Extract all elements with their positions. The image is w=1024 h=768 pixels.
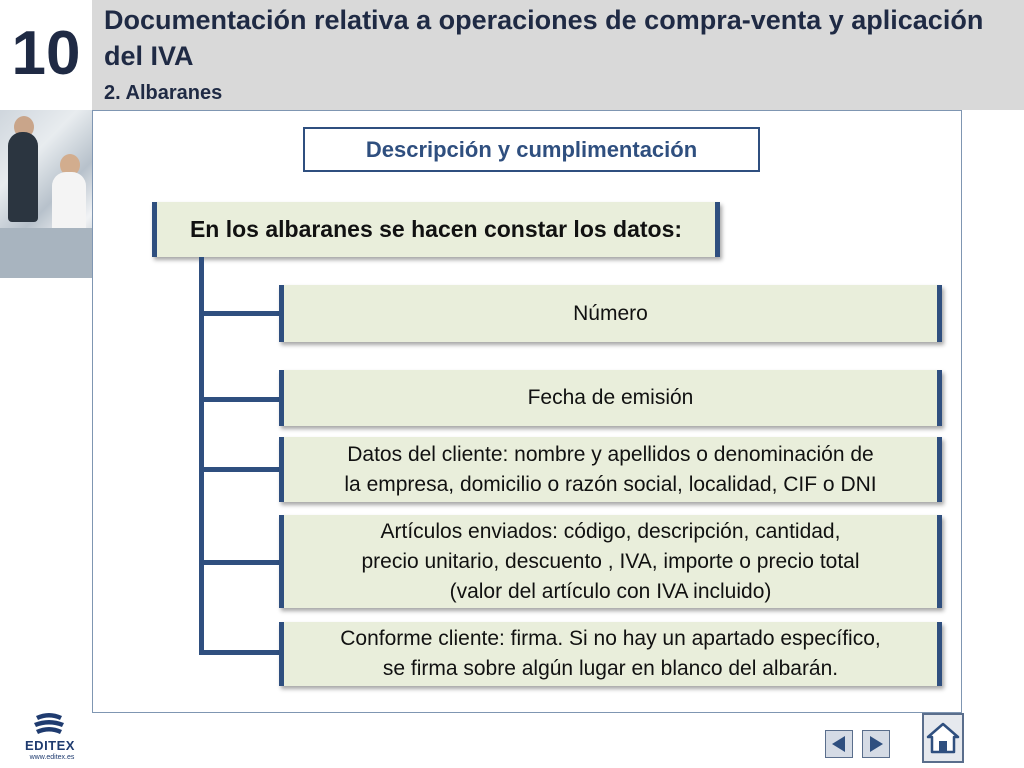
previous-slide-button[interactable] bbox=[825, 730, 853, 758]
list-item-conforme bbox=[279, 622, 942, 686]
editex-logo-icon bbox=[32, 712, 66, 738]
list-item-line: Conforme cliente: firma. Si no hay un apartado específico, bbox=[340, 627, 881, 650]
list-item-articulos bbox=[279, 515, 942, 608]
home-icon bbox=[926, 721, 960, 755]
tree-trunk-connector bbox=[199, 257, 204, 655]
tree-branch-connector bbox=[199, 650, 281, 655]
list-item-text: Número bbox=[573, 301, 648, 325]
triangle-right-icon bbox=[866, 734, 886, 754]
main-statement: En los albaranes se hacen constar los datos: bbox=[152, 202, 720, 257]
tree-branch-connector bbox=[199, 467, 281, 472]
list-item-line: la empresa, domicilio o razón social, localidad, CIF o DNI bbox=[344, 472, 877, 496]
list-item-numero bbox=[279, 285, 942, 342]
home-button[interactable] bbox=[922, 713, 964, 763]
section-heading: Descripción y cumplimentación bbox=[303, 127, 760, 172]
next-slide-button[interactable] bbox=[862, 730, 890, 758]
list-item-line: Datos del cliente: nombre y apellidos o denominación de bbox=[347, 442, 874, 466]
list-item-text: Fecha de emisión bbox=[527, 386, 694, 409]
tree-branch-connector bbox=[199, 397, 281, 402]
list-item-fecha bbox=[279, 370, 942, 426]
list-item-line: se firma sobre algún lugar en blanco del albarán. bbox=[382, 657, 839, 680]
logo-text: EDITEX bbox=[25, 738, 75, 753]
list-item-line: Artículos enviados: código, descripción, cantidad, bbox=[380, 519, 841, 543]
logo-url: www.editex.es bbox=[29, 754, 75, 761]
chapter-number: 10 bbox=[11, 19, 81, 88]
tree-branch-connector bbox=[199, 311, 281, 316]
slide-title: Documentación relativa a operaciones de compra-venta y aplicación del IVA bbox=[104, 5, 984, 71]
business-people-photo bbox=[0, 110, 92, 278]
tree-branch-connector bbox=[199, 560, 281, 565]
chapter-badge bbox=[0, 0, 92, 110]
editex-logo bbox=[18, 712, 78, 762]
list-item-datos-cliente bbox=[279, 437, 942, 502]
slide-subtitle: 2. Albaranes bbox=[104, 82, 223, 104]
triangle-left-icon bbox=[829, 734, 849, 754]
list-item-line: (valor del artículo con IVA incluido) bbox=[449, 579, 772, 603]
list-item-line: precio unitario, descuento , IVA, importe o precio total bbox=[361, 549, 860, 573]
